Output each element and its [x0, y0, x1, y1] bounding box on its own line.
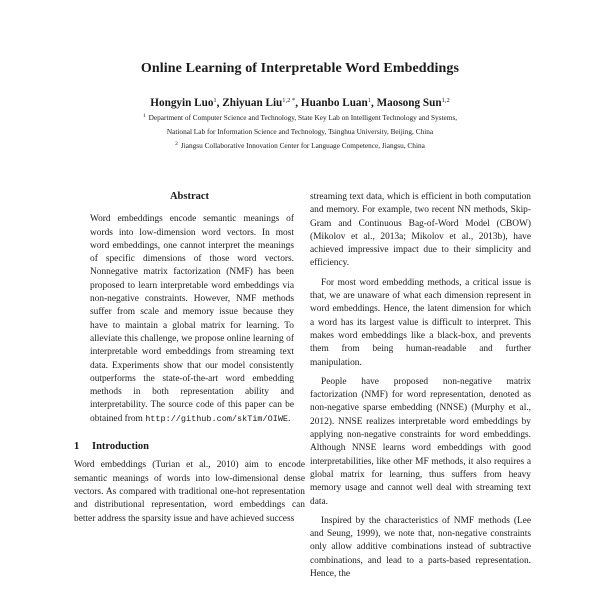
body-paragraph: streaming text data, which is efficient in both computation and memory. For example, two recent NN methods, Skip-Gram and Continuous Bag-of-Word Model (CBOW) (Mikolov et al., 2013a; Mikolov et al., 2013b), have achieved impressive impact due to their simplicity and efficiency. — [310, 192, 531, 269]
author-affiliation-mark: 1,2 * — [282, 97, 296, 104]
intro-paragraph: Word embeddings (Turian et al., 2010) aim to encode semantic meanings of words into low-dimensional dense vectors. As compared with traditional one-hot representation and distributional representation, word embeddings can better address the sparsity issue and have achieved success — [74, 460, 305, 524]
affiliation-mark: 2 — [175, 141, 178, 147]
affiliation-text: Jiangsu Collaborative Innovation Center for Language Competence, Jiangsu, China — [180, 141, 425, 150]
source-code-link[interactable]: http://github.com/skTim/OIWE — [145, 413, 289, 424]
section-number: 1 — [74, 441, 80, 453]
affiliation-mark: 1 — [142, 113, 146, 119]
intro-clip — [74, 459, 305, 552]
affiliation-text: Department of Computer Science and Technology, State Key Lab on Intelligent Technology and Systems, — [148, 113, 458, 122]
section-title: Introduction — [92, 441, 149, 453]
author-name: Huanbo Luan — [300, 97, 368, 109]
affiliation-line — [0, 141, 600, 150]
author-affiliation-mark: 1 — [213, 97, 217, 104]
author-affiliation-mark: 1,2 — [441, 97, 450, 104]
body-paragraph: People have proposed non-negative matrix factorization (NMF) for word representation, denoted as non-negative sparse embedding (NNSE) (Murphy et al., 2012). NNSE realizes interpretable word embeddings by applying non-negative constraints for word embeddings. Although NNSE learns word embeddings with good interpretabilities, like other MF methods, it also requires a global matrix for learning, thus suffers from heavy memory usage and cannot well deal with streaming text data. — [310, 376, 531, 507]
author-name: Maosong Sun — [376, 97, 442, 109]
author-name: Hongyin Luo — [150, 97, 214, 109]
affiliation-line — [0, 127, 600, 136]
author-name: Zhiyuan Liu — [222, 97, 283, 109]
section-heading-introduction — [74, 440, 305, 453]
body-paragraph: For most word embedding methods, a critical issue is that, we are unaware of what each dimension represent in word embeddings. Hence, the latent dimension for which a word has its largest value is difficult to interpret. This makes word embeddings like a black-box, and prevents them from being human-readable and further manipulation. — [310, 277, 531, 368]
abstract-heading: Abstract — [169, 191, 210, 202]
left-column — [74, 190, 305, 552]
affiliation-text: National Lab for Information Science and Technology, Tsinghua University, Beijing, China — [166, 127, 434, 136]
author-affiliation-mark: 1 — [367, 97, 371, 104]
abstract-end: . — [288, 413, 291, 424]
paper-title: Online Learning of Interpretable Word Embeddings — [140, 61, 460, 76]
abstract-text: Word embeddings encode semantic meanings of words into low-dimension word vectors. In most word embeddings, one cannot interpret the meanings of specific dimensions of those word vectors. Nonnegative matrix factorization (NMF) has been proposed to learn interpretable word embeddings via non-negative constraints. However, NMF methods suffer from scale and memory issue because they have to maintain a global matrix for learning. To alleviate this challenge, we propose online learning of interpretable word embeddings from streaming text data. Experiments show that our model consistently outperforms the state-of-the-art word embedding methods in both representation ability and interpretability. The source code of this paper can be obtained from — [90, 214, 294, 424]
body-paragraph: Inspired by the characteristics of NMF methods (Lee and Seung, 1999), we note that, non-negative constraints only allow additive combinations instead of subtractive combinations, and lead to a parts-based representation. Hence, the — [310, 515, 531, 580]
abstract-body — [90, 213, 294, 426]
right-column — [310, 191, 531, 587]
affiliation-line — [0, 113, 600, 122]
author-list: Hongyin Luo$^1$, Zhiyuan Liu$^{1,2 *}$, Huanbo Luan$^1$, Maosong Sun$^{1,2}$ — [150, 97, 450, 109]
